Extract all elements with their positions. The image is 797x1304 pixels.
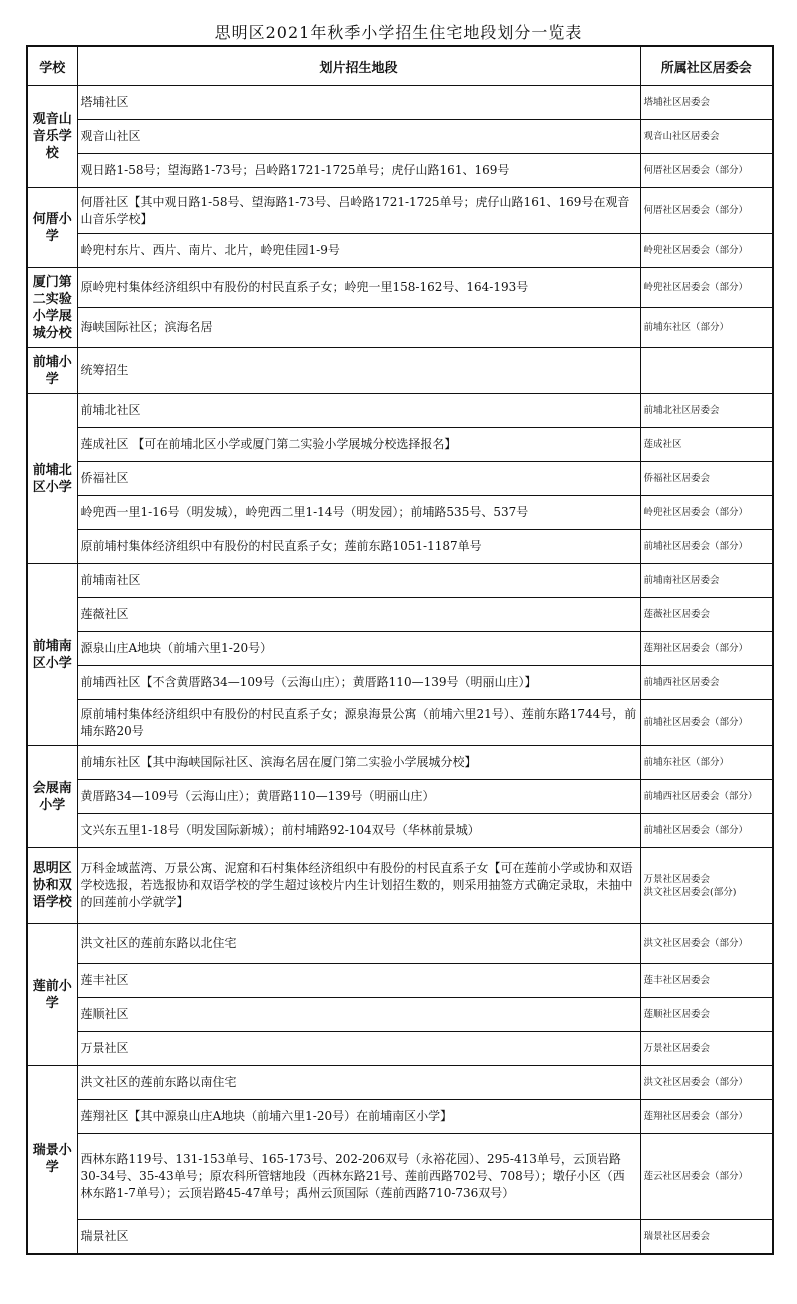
table-row: [27, 308, 773, 348]
area-cell: 文兴东五里1-18号（明发国际新城）；前村埔路92-104双号（华林前景城）: [77, 814, 640, 848]
community-cell: 瑞景社区居委会: [640, 1220, 773, 1254]
community-cell: 莲薇社区居委会: [640, 598, 773, 632]
community-cell: 前埔南社区居委会: [640, 564, 773, 598]
area-cell: 黄厝路34—109号（云海山庄）；黄厝路110—139号（明丽山庄）: [77, 780, 640, 814]
area-cell: 观日路1-58号；望海路1-73号；吕岭路1721-1725单号；虎仔山路161、169号: [77, 154, 640, 188]
table-row: [27, 814, 773, 848]
school-name: 会展南小学: [27, 746, 77, 848]
table-row: [27, 848, 773, 924]
area-cell: 岭兜村东片、西片、南片、北片，岭兜佳园1-9号: [77, 234, 640, 268]
table-row: [27, 348, 773, 394]
community-cell: 莲翔社区居委会（部分）: [640, 632, 773, 666]
table-row: [27, 746, 773, 780]
community-cell: 莲成社区: [640, 428, 773, 462]
table-row: [27, 154, 773, 188]
school-district-table: [26, 45, 774, 1255]
community-cell: 万景社区居委会 洪文社区居委会(部分): [640, 848, 773, 924]
area-cell: 西林东路119号、131-153单号、165-173号、202-206双号（永裕花园）、295-413单号，云顶岩路30-34号、35-43单号；原农科所管辖地段（西林东路21号、莲前西路702号、708号）；墩仔小区（西林东路1-7单号）；云顶岩路45-47单号；禹州云顶国际（莲前西路710-736双号）: [77, 1134, 640, 1220]
table-row: [27, 268, 773, 308]
area-cell: 前埔南社区: [77, 564, 640, 598]
community-cell: 莲顺社区居委会: [640, 998, 773, 1032]
table-row: [27, 120, 773, 154]
area-cell: 前埔东社区【其中海峡国际社区、滨海名居在厦门第二实验小学展城分校】: [77, 746, 640, 780]
community-cell: 前埔西社区居委会: [640, 666, 773, 700]
table-row: [27, 924, 773, 964]
community-cell: 前埔社区居委会（部分）: [640, 700, 773, 746]
community-cell: 万景社区居委会: [640, 1032, 773, 1066]
area-cell: 前埔西社区【不含黄厝路34—109号（云海山庄）；黄厝路110—139号（明丽山庄）】: [77, 666, 640, 700]
area-cell: 瑞景社区: [77, 1220, 640, 1254]
area-cell: 何厝社区【其中观日路1-58号、望海路1-73号、吕岭路1721-1725单号；虎仔山路161、169号在观音山音乐学校】: [77, 188, 640, 234]
community-cell: 何厝社区居委会（部分）: [640, 188, 773, 234]
school-name: 莲前小学: [27, 924, 77, 1066]
area-cell: 原前埔村集体经济组织中有股份的村民直系子女；源泉海景公寓（前埔六里21号）、莲前东路1744号，前埔东路20号: [77, 700, 640, 746]
community-cell: 塔埔社区居委会: [640, 86, 773, 120]
table-row: [27, 188, 773, 234]
area-cell: 观音山社区: [77, 120, 640, 154]
school-name: 何厝小学: [27, 188, 77, 268]
area-cell: 原前埔村集体经济组织中有股份的村民直系子女；莲前东路1051-1187单号: [77, 530, 640, 564]
table-row: [27, 234, 773, 268]
area-cell: 莲薇社区: [77, 598, 640, 632]
table-row: [27, 998, 773, 1032]
community-cell: 侨福社区居委会: [640, 462, 773, 496]
table-row: [27, 86, 773, 120]
header-community: 所属社区居委会: [640, 46, 773, 86]
area-cell: 源泉山庄A地块（前埔六里1-20号）: [77, 632, 640, 666]
area-cell: 海峡国际社区；滨海名居: [77, 308, 640, 348]
community-cell: 岭兜社区居委会（部分）: [640, 268, 773, 308]
header-school: 学校: [27, 46, 77, 86]
document-title: 思明区2021年秋季小学招生住宅地段划分一览表: [214, 23, 583, 42]
area-cell: 洪文社区的莲前东路以南住宅: [77, 1066, 640, 1100]
area-cell: 侨福社区: [77, 462, 640, 496]
school-name: 观音山音乐学校: [27, 86, 77, 188]
table-row: [27, 1032, 773, 1066]
table-row: [27, 780, 773, 814]
table-row: [27, 428, 773, 462]
area-cell: 莲顺社区: [77, 998, 640, 1032]
community-cell: [640, 348, 773, 394]
area-cell: 原岭兜村集体经济组织中有股份的村民直系子女；岭兜一里158-162号、164-193号: [77, 268, 640, 308]
area-cell: 前埔北社区: [77, 394, 640, 428]
community-cell: 洪文社区居委会（部分）: [640, 1066, 773, 1100]
table-row: [27, 598, 773, 632]
table-row: [27, 632, 773, 666]
school-name: 瑞景小学: [27, 1066, 77, 1254]
school-name: 前埔小学: [27, 348, 77, 394]
table-row: [27, 1220, 773, 1254]
school-name: 厦门第二实验小学展城分校: [27, 268, 77, 348]
community-cell: 何厝社区居委会（部分）: [640, 154, 773, 188]
area-cell: 莲丰社区: [77, 964, 640, 998]
community-cell: 岭兜社区居委会（部分）: [640, 234, 773, 268]
area-cell: 莲成社区 【可在前埔北区小学或厦门第二实验小学展城分校选择报名】: [77, 428, 640, 462]
table-row: [27, 666, 773, 700]
community-cell: 前埔西社区居委会（部分）: [640, 780, 773, 814]
community-cell: 前埔东社区（部分）: [640, 746, 773, 780]
area-cell: 洪文社区的莲前东路以北住宅: [77, 924, 640, 964]
community-cell: 莲云社区居委会（部分）: [640, 1134, 773, 1220]
table-row: [27, 964, 773, 998]
table-row: [27, 496, 773, 530]
table-row: [27, 394, 773, 428]
school-name: 前埔南区小学: [27, 564, 77, 746]
table-row: [27, 1100, 773, 1134]
community-cell: 前埔社区居委会（部分）: [640, 530, 773, 564]
community-cell: 前埔社区居委会（部分）: [640, 814, 773, 848]
area-cell: 岭兜西一里1-16号（明发城），岭兜西二里1-14号（明发园）；前埔路535号、537号: [77, 496, 640, 530]
area-cell: 万景社区: [77, 1032, 640, 1066]
table-row: [27, 700, 773, 746]
community-cell: 莲翔社区居委会（部分）: [640, 1100, 773, 1134]
community-cell: 洪文社区居委会（部分）: [640, 924, 773, 964]
area-cell: 统筹招生: [77, 348, 640, 394]
school-name: 前埔北区小学: [27, 394, 77, 564]
table-row: [27, 564, 773, 598]
table-row: [27, 530, 773, 564]
community-cell: 莲丰社区居委会: [640, 964, 773, 998]
table-row: [27, 462, 773, 496]
header-area: 划片招生地段: [77, 46, 640, 86]
table-row: [27, 1066, 773, 1100]
table-row: [27, 1134, 773, 1220]
community-cell: 前埔北社区居委会: [640, 394, 773, 428]
community-cell: 前埔东社区（部分）: [640, 308, 773, 348]
school-name: 思明区协和双语学校: [27, 848, 77, 924]
community-cell: 观音山社区居委会: [640, 120, 773, 154]
area-cell: 万科金域蓝湾、万景公寓、泥窟和石村集体经济组织中有股份的村民直系子女【可在莲前小学或协和双语学校选报，若选报协和双语学校的学生超过该校片内生计划招生数的，则采用抽签方式确定录取，未抽中的回莲前小学就学】: [77, 848, 640, 924]
community-cell: 岭兜社区居委会（部分）: [640, 496, 773, 530]
area-cell: 塔埔社区: [77, 86, 640, 120]
area-cell: 莲翔社区【其中源泉山庄A地块（前埔六里1-20号）在前埔南区小学】: [77, 1100, 640, 1134]
